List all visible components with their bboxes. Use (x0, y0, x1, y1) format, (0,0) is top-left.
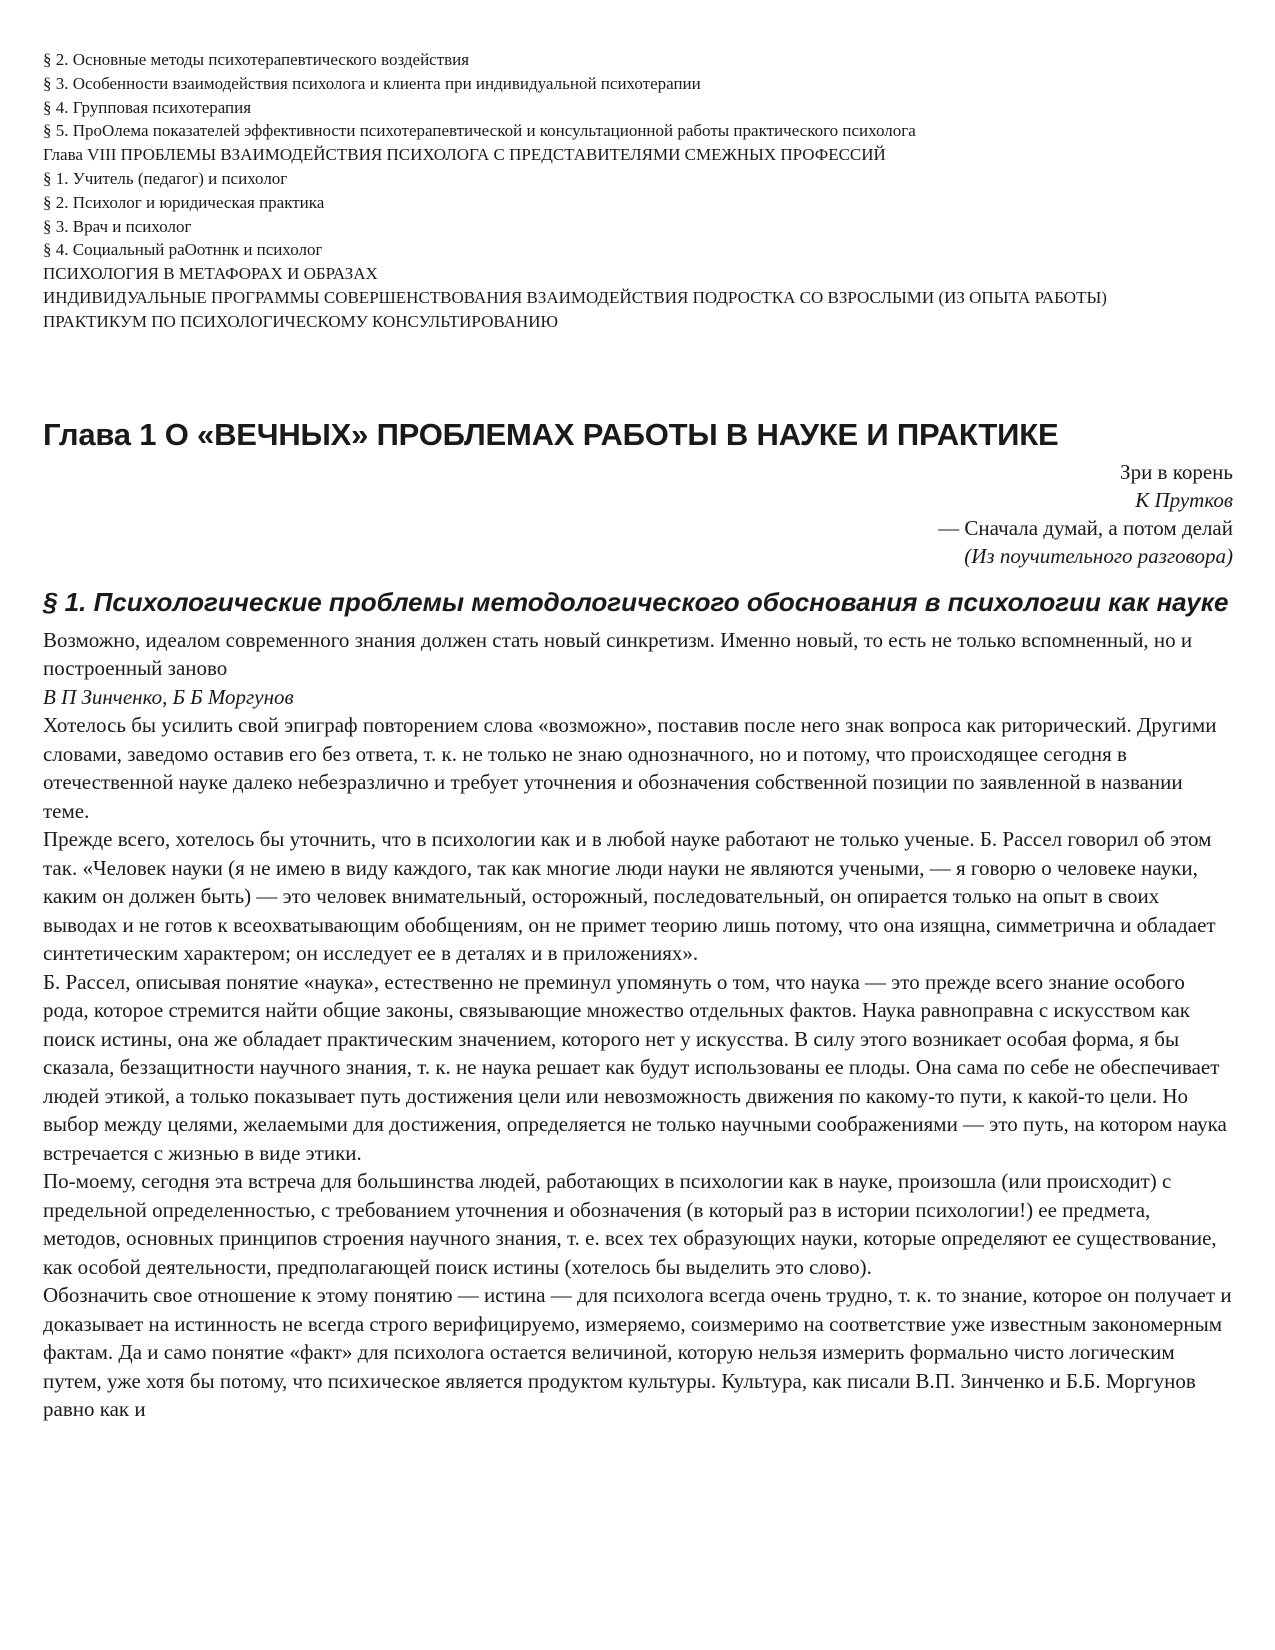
toc-item: § 4. Групповая психотерапия (43, 97, 252, 117)
document-page (43, 48, 1233, 1424)
section-body (43, 626, 1233, 1424)
chapter-epigraph (43, 458, 1233, 570)
body-paragraph: Прежде всего, хотелось бы уточнить, что в психологии как и в любой науке работают не только ученые. Б. Рассел говорил об этом так. «Человек науки (я не имею в виду каждого, так как многие люди науки не являются учеными, — я говорю о человеке науки, каким он должен быть) — это человек внимательный, осторожный, последовательный, он опирается только на опыт в своих выводах и не готов к всеохватывающим обобщениям, он не примет теорию лишь потому, что она изящна, симметрична и обладает синтетическим характером; он исследует ее в деталях и в приложениях». (43, 827, 1216, 966)
toc-item: § 2. Психолог и юридическая практика (43, 192, 325, 212)
toc-item: § 3. Особенности взаимодействия психолога и клиента при индивидуальной психотерапии (43, 73, 701, 93)
toc-item: ПРАКТИКУМ ПО ПСИХОЛОГИЧЕСКОМУ КОНСУЛЬТИРОВАНИЮ (43, 311, 558, 331)
chapter-title: Глава 1 О «ВЕЧНЫХ» ПРОБЛЕМАХ РАБОТЫ В НАУКЕ И ПРАКТИКЕ (43, 416, 1059, 452)
toc-item: § 4. Социальный раОотннк и психолог (43, 240, 323, 260)
toc-item: § 1. Учитель (педагог) и психолог (43, 168, 288, 188)
epigraph-author: К Прутков (1135, 487, 1233, 512)
body-paragraph: Б. Рассел, описывая понятие «наука», естественно не преминул упомянуть о том, что наука — это прежде всего знание особого рода, которое стремится найти общие законы, связывающие множество отдельных фактов. Наука равноправна с искусством как поиск истины, она же обладает практическим значением, которого нет у искусства. В силу этого возникает особая форма, я бы сказала, беззащитности научного знания, т. к. не наука решает как будут использованы ее плоды. Она сама по себе не обеспечивает людей этикой, а только показывает путь достижения цели или невозможность движения по какому-то пути, к какой-то цели. Но выбор между целями, желаемыми для достижения, определяется не только научными соображениями — это путь, на котором наука встречается с жизнью в виде этики. (43, 969, 1227, 1165)
toc-item: Глава VIII ПРОБЛЕМЫ ВЗАИМОДЕЙСТВИЯ ПСИХОЛОГА С ПРЕДСТАВИТЕЛЯМИ СМЕЖНЫХ ПРОФЕССИЙ (43, 145, 886, 165)
body-paragraph: Обозначить свое отношение к этому понятию — истина — для психолога всегда очень трудно, т. к. то знание, которое он получает и доказывает на истинность не всегда строго верифицируемо, измеряемо, соизмеримо на соответствие уже известным закономерным фактам. Да и само понятие «факт» для психолога остается величиной, которую нельзя измерить формально чисто логическим путем, уже хотя бы потому, что психическое является продуктом культуры. Культура, как писали В.П. Зинченко и Б.Б. Моргунов равно как и (43, 1283, 1232, 1422)
toc-item: § 3. Врач и психолог (43, 216, 192, 236)
toc-item: § 2. Основные методы психотерапевтического воздействия (43, 50, 470, 69)
section-epigraph-quote: Возможно, идеалом современного знания должен стать новый синкретизм. Именно новый, то есть не только вспомненный, но и построенный заново (43, 627, 1193, 681)
epigraph-line: Зри в корень (1120, 459, 1233, 484)
epigraph-source: (Из поучительного разговора) (964, 543, 1233, 568)
table-of-contents (43, 48, 1233, 334)
toc-item: § 5. ПроОлема показателей эффективности психотерапевтической и консультационной работы практического психолога (43, 121, 916, 141)
section-epigraph-author: В П Зинченко, Б Б Моргунов (43, 684, 294, 709)
epigraph-line: — Сначала думай, а потом делай (938, 515, 1233, 540)
toc-item: ИНДИВИДУАЛЬНЫЕ ПРОГРАММЫ СОВЕРШЕНСТВОВАНИЯ ВЗАИМОДЕЙСТВИЯ ПОДРОСТКА СО ВЗРОСЛЫМИ (ИЗ ОПЫТА РАБОТЫ) (43, 287, 1107, 307)
body-paragraph: По-моему, сегодня эта встреча для большинства людей, работающих в психологии как в науке, произошла (или происходит) с предельной определенностью, с требованием уточнения и обозначения (в который раз в истории психологии!) ее предмета, методов, основных принципов строения научного знания, т. е. всех тех образующих науки, которые определяют ее существование, как особой деятельности, предполагающей поиск истины (хотелось бы выделить это слово). (43, 1169, 1217, 1279)
body-paragraph: Хотелось бы усилить свой эпиграф повторением слова «возможно», поставив после него знак вопроса как риторический. Другими словами, заведомо оставив его без ответа, т. к. не только не знаю однозначного, но и потому, что происходящее сегодня в отечественной науке далеко небезразлично и требует уточнения и обозначения собственной позиции по заявленной в названии теме. (43, 713, 1217, 823)
toc-item: ПСИХОЛОГИЯ В МЕТАФОРАХ И ОБРАЗАХ (43, 264, 378, 284)
section-title: § 1. Психологические проблемы методологического обоснования в психологии как науке (43, 586, 1229, 617)
